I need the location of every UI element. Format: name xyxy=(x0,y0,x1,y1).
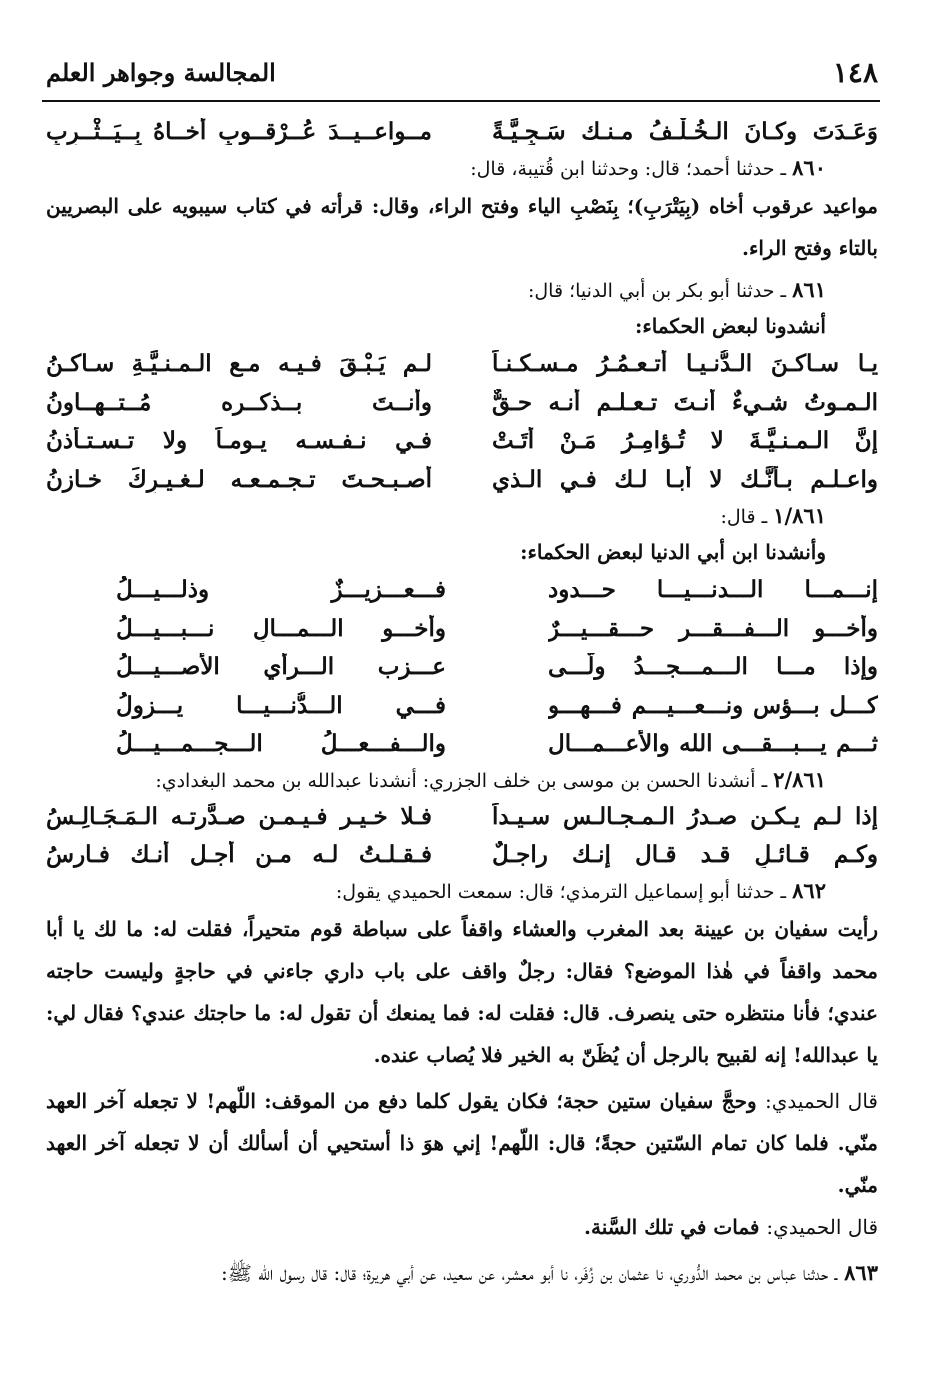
entry-number: ٨٦٢ xyxy=(792,878,826,903)
verse-first-hemistich: وَعَـدَتَ وكـانَ الـخُـلْـفُ مـنـك سَـجِـيَّـةً xyxy=(492,117,878,145)
poem-intro: وأنشدنا ابن أبي الدنيا لبعض الحكماء: xyxy=(520,539,826,564)
entry-861-isnad xyxy=(46,273,878,307)
verse-line xyxy=(46,345,878,384)
verse-second-hemistich: عـــزب الـــرأي الأصـــيـــلُ xyxy=(116,653,446,681)
isnad-text: ـ حدثنا أبو بكر بن أبي الدنيا؛ قال: xyxy=(527,279,787,302)
verse-first-hemistich: واعـلـم بـأنَّـك لا أبـا لـك فـي الـذي xyxy=(492,465,878,493)
verse-first-hemistich: كـــل بـــؤس ونـــعـــيـــم فـــهـــو xyxy=(548,691,878,719)
verse-line xyxy=(46,836,878,875)
verse-line xyxy=(46,609,878,648)
verse-second-hemistich: فـقـلـتُ لـه مـن أجـل أنـك فـارسُ xyxy=(46,841,432,869)
verse-second-hemistich: والـــفـــعـــلُ الـــجـــمـــيـــلُ xyxy=(116,730,446,758)
verse-second-hemistich: فـي نـفـسـه يـومـاً ولا تـسـتـأذنُ xyxy=(46,427,432,455)
verse-second-hemistich: فـــعـــزيـــزٌ وذلـــيـــلُ xyxy=(116,576,446,604)
entry-861-2-isnad xyxy=(46,763,878,797)
entry-862-isnad xyxy=(46,874,878,908)
verse-first-hemistich: وإذا مـــا الـــمـــجـــدُ ولّـــى xyxy=(548,653,878,681)
isnad-text: ـ حدثنا عباس بن محمد الدُّوري، نا عثمان بن زُفَر، نا أبو معشر، عن سعيد، عن أبي هريرة؛ قال: قال رسول الله ﷺ: xyxy=(221,1261,838,1285)
verse-first-hemistich: وكـم قـائـلٍ قـد قـال إنـك راجـلٌ xyxy=(492,841,878,869)
entry-number: ٨٦٠ xyxy=(792,154,826,180)
verse-second-hemistich: وأخـــو الـــمـــالِ نـــبـــيـــلُ xyxy=(116,614,446,642)
verse-line xyxy=(46,383,878,422)
verse-first-hemistich: يـا سـاكـنَ الـدُّنـيـا أتـعـمُـرُ مـسـكـنـاً xyxy=(492,350,878,378)
verse-line xyxy=(46,422,878,461)
verse-line xyxy=(46,797,878,836)
verse-first-hemistich: ثـــم يـــبـــقـــى الله والأعـــمـــال xyxy=(548,730,878,758)
isnad-text: ـ أنشدنا الحسن بن موسى بن خلف الجزري: أنشدنا عبدالله بن محمد البغدادي: xyxy=(155,770,768,792)
verse-second-hemistich: لـم يَـبْـقَ فـيـه مـع الـمـنـيَّـةِ سـاكـنُ xyxy=(46,350,432,378)
entry-860-paragraph: مواعيد عرقوب أخاه (بِيَتْرَبِ)؛ بِنَصْبِ الياء وفتح الراء، وقال: قرأته في كتاب سيبويه على البصريين بالتاء وفتح الراء. xyxy=(46,193,878,260)
verse-line xyxy=(46,571,878,610)
entry-number: ١/٨٦١ xyxy=(773,502,826,528)
header-rule xyxy=(42,100,880,102)
verse-first-hemistich: الـمـوتُ شـيءٌ أنـتَ تـعـلـم أنـه حـقٌّ xyxy=(492,388,878,416)
entry-863-paragraph xyxy=(46,1252,878,1294)
paragraph-text: فمات في تلك السَّنة. xyxy=(584,1215,760,1239)
entry-862-paragraph xyxy=(46,1206,878,1248)
verse-first-hemistich: إنَّ الـمـنـيَّـةَ لا تُـؤامِـرُ مَـنْ أتَـتْ xyxy=(492,427,878,455)
isnad-text: ـ قال: xyxy=(720,505,768,528)
verse-first-hemistich: إذا لـم يـكـن صـدرُ الـمـجـالـسِ سـيـداً xyxy=(492,802,878,830)
page-body xyxy=(46,112,878,1294)
entry-number: ٨٦١ xyxy=(792,276,826,302)
entry-860-isnad xyxy=(46,151,878,185)
isnad-text: ـ حدثنا أحمد؛ قال: وحدثنا ابن قُتيبة، قال: xyxy=(470,157,787,180)
entry-number: ٢/٨٦١ xyxy=(773,767,826,792)
running-title: المجالسة وجواهر العلم xyxy=(46,57,276,87)
isnad-text: ـ حدثنا أبو إسماعيل الترمذي؛ قال: سمعت الحميدي يقول: xyxy=(335,881,787,903)
verse-first-hemistich: وأخـــو الـــفـــقـــر حـــقـــيـــرٌ xyxy=(548,614,878,642)
verse-second-hemistich: وأنــتَ بــذكــره مُــتــهــاونُ xyxy=(46,388,432,416)
verse-line xyxy=(46,686,878,725)
paragraph-text: وحجَّ سفيان ستين حجة؛ فكان يقول كلما دفع من الموقف: اللّهم! لا تجعله آخر العهد منّي. فلما كان تمام السّتين حجةً؛ قال: اللّهم! إني هوَ ذا أستحيي أن أسألك أن لا تجعله آخر العهد منّي. xyxy=(46,1089,878,1197)
page-number: ١٤٨ xyxy=(832,55,878,89)
verse-line xyxy=(46,648,878,687)
verse-first-hemistich: إنـــمـــا الـــدنـــيـــا حـــدود xyxy=(548,576,878,604)
entry-862-paragraph xyxy=(46,1080,878,1206)
verse-second-hemistich: مــواعــيــدَ عُــرْقــوبٍ أخــاهُ بِــيَــثْــرِبِ xyxy=(46,117,432,145)
paragraph-lead: قال الحميدي: xyxy=(766,1215,878,1239)
verse-second-hemistich: فـــي الـــدُّنـــيـــا يـــزولُ xyxy=(116,691,446,719)
verse-second-hemistich: فـلا خـيـر فـيـمـن صـدَّرتـه الـمَـجَـالِـسُ xyxy=(46,802,432,830)
poem-intro: أنشدونا لبعض الحكماء: xyxy=(634,313,826,338)
verse-second-hemistich: أصـبـحـتَ تـجـمـعـه لـغـيـرِكَ خـازنُ xyxy=(46,465,432,493)
verse-line xyxy=(46,112,878,151)
paragraph-lead: قال الحميدي: xyxy=(764,1089,878,1113)
verse-line xyxy=(46,460,878,499)
page-header xyxy=(46,48,878,96)
entry-861-1-isnad xyxy=(46,499,878,533)
verse-line xyxy=(46,725,878,764)
entry-862-paragraph: رأيت سفيان بن عيينة بعد المغرب والعشاء واقفاً على سباطة قوم متحيراً، فقلت له: ما لك يا أبا محمد واقفاً في هٰذا الموضع؟ فقال: رجلٌ واقف على باب داري جاءني في حاجةٍ وليست حاجته عندي؛ فأنا منتظره حتى ينصرف. قال: فقلت له: فما يمنعك أن تقول له: ما حاجتك عندي؟ فقال لي: يا عبدالله! إنه لقبيح بالرجل أن يُظَنّ به الخير فلا يُصاب عنده. xyxy=(46,917,878,1067)
entry-number: ٨٦٣ xyxy=(844,1260,878,1285)
